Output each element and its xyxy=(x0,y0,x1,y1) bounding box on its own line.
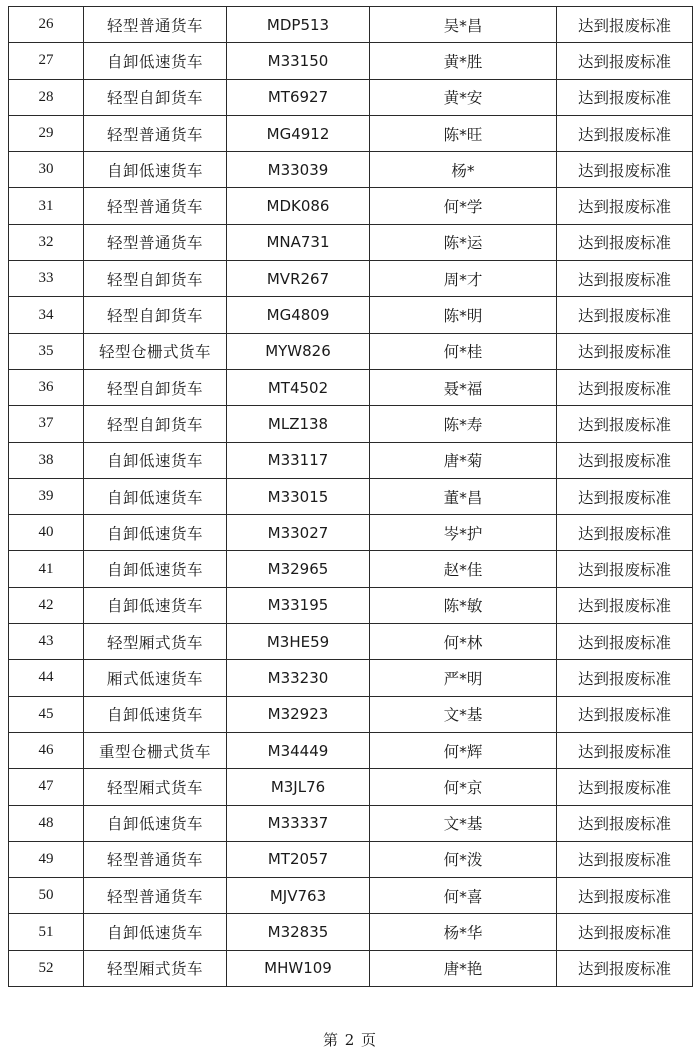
plate-number-cell: MLZ138 xyxy=(227,406,370,442)
vehicle-type-cell: 轻型厢式货车 xyxy=(84,624,227,660)
row-number-cell: 47 xyxy=(9,769,84,805)
vehicle-type-cell: 轻型自卸货车 xyxy=(84,369,227,405)
plate-number-cell: M33150 xyxy=(227,43,370,79)
scrap-status-cell: 达到报废标准 xyxy=(557,333,693,369)
owner-name-cell: 陈*旺 xyxy=(370,115,557,151)
row-number-cell: 36 xyxy=(9,369,84,405)
owner-name-cell: 严*明 xyxy=(370,660,557,696)
owner-name-cell: 杨*华 xyxy=(370,914,557,950)
plate-number-cell: MDK086 xyxy=(227,188,370,224)
plate-number-cell: MNA731 xyxy=(227,224,370,260)
owner-name-cell: 陈*寿 xyxy=(370,406,557,442)
table-row xyxy=(9,43,693,79)
table-body xyxy=(9,7,693,987)
page-number-footer: 第 2 页 xyxy=(322,1031,378,1049)
row-number-cell: 26 xyxy=(9,7,84,43)
table-row xyxy=(9,515,693,551)
plate-number-cell: MT6927 xyxy=(227,79,370,115)
owner-name-cell: 何*喜 xyxy=(370,878,557,914)
row-number-cell: 34 xyxy=(9,297,84,333)
row-number-cell: 49 xyxy=(9,841,84,877)
scrap-status-cell: 达到报废标准 xyxy=(557,152,693,188)
scrap-status-cell: 达到报废标准 xyxy=(557,43,693,79)
plate-number-cell: M32923 xyxy=(227,696,370,732)
scrap-status-cell: 达到报废标准 xyxy=(557,79,693,115)
vehicle-type-cell: 轻型自卸货车 xyxy=(84,261,227,297)
owner-name-cell: 赵*佳 xyxy=(370,551,557,587)
vehicle-type-cell: 轻型普通货车 xyxy=(84,7,227,43)
table-row xyxy=(9,115,693,151)
scrap-status-cell: 达到报废标准 xyxy=(557,732,693,768)
plate-number-cell: M33195 xyxy=(227,587,370,623)
plate-number-cell: M33117 xyxy=(227,442,370,478)
owner-name-cell: 唐*菊 xyxy=(370,442,557,478)
table-row xyxy=(9,587,693,623)
scrap-status-cell: 达到报废标准 xyxy=(557,478,693,514)
vehicle-type-cell: 厢式低速货车 xyxy=(84,660,227,696)
row-number-cell: 30 xyxy=(9,152,84,188)
scrap-status-cell: 达到报废标准 xyxy=(557,369,693,405)
owner-name-cell: 董*昌 xyxy=(370,478,557,514)
owner-name-cell: 聂*福 xyxy=(370,369,557,405)
row-number-cell: 37 xyxy=(9,406,84,442)
table-row xyxy=(9,624,693,660)
plate-number-cell: M32965 xyxy=(227,551,370,587)
table-row xyxy=(9,805,693,841)
scrap-status-cell: 达到报废标准 xyxy=(557,624,693,660)
table-row xyxy=(9,442,693,478)
plate-number-cell: MVR267 xyxy=(227,261,370,297)
table-row xyxy=(9,841,693,877)
owner-name-cell: 黄*胜 xyxy=(370,43,557,79)
vehicle-type-cell: 轻型普通货车 xyxy=(84,188,227,224)
row-number-cell: 35 xyxy=(9,333,84,369)
owner-name-cell: 陈*运 xyxy=(370,224,557,260)
table-row xyxy=(9,369,693,405)
vehicle-type-cell: 轻型厢式货车 xyxy=(84,769,227,805)
owner-name-cell: 吴*昌 xyxy=(370,7,557,43)
owner-name-cell: 唐*艳 xyxy=(370,950,557,986)
row-number-cell: 33 xyxy=(9,261,84,297)
table-row xyxy=(9,732,693,768)
scrap-status-cell: 达到报废标准 xyxy=(557,696,693,732)
scrap-status-cell: 达到报废标准 xyxy=(557,551,693,587)
scrap-status-cell: 达到报废标准 xyxy=(557,261,693,297)
vehicle-type-cell: 自卸低速货车 xyxy=(84,696,227,732)
owner-name-cell: 何*桂 xyxy=(370,333,557,369)
row-number-cell: 43 xyxy=(9,624,84,660)
vehicle-type-cell: 自卸低速货车 xyxy=(84,551,227,587)
plate-number-cell: M33015 xyxy=(227,478,370,514)
row-number-cell: 29 xyxy=(9,115,84,151)
owner-name-cell: 文*基 xyxy=(370,696,557,732)
vehicle-type-cell: 自卸低速货车 xyxy=(84,478,227,514)
vehicle-type-cell: 轻型自卸货车 xyxy=(84,79,227,115)
owner-name-cell: 杨* xyxy=(370,152,557,188)
owner-name-cell: 陈*敏 xyxy=(370,587,557,623)
scrap-status-cell: 达到报废标准 xyxy=(557,950,693,986)
plate-number-cell: MT2057 xyxy=(227,841,370,877)
owner-name-cell: 陈*明 xyxy=(370,297,557,333)
table-row xyxy=(9,878,693,914)
table-row xyxy=(9,769,693,805)
row-number-cell: 41 xyxy=(9,551,84,587)
plate-number-cell: MG4809 xyxy=(227,297,370,333)
table-row xyxy=(9,696,693,732)
vehicle-type-cell: 自卸低速货车 xyxy=(84,914,227,950)
scrap-status-cell: 达到报废标准 xyxy=(557,297,693,333)
vehicle-type-cell: 自卸低速货车 xyxy=(84,442,227,478)
vehicle-type-cell: 自卸低速货车 xyxy=(84,152,227,188)
vehicle-type-cell: 轻型自卸货车 xyxy=(84,406,227,442)
row-number-cell: 40 xyxy=(9,515,84,551)
owner-name-cell: 文*基 xyxy=(370,805,557,841)
row-number-cell: 28 xyxy=(9,79,84,115)
row-number-cell: 46 xyxy=(9,732,84,768)
row-number-cell: 38 xyxy=(9,442,84,478)
plate-number-cell: M33230 xyxy=(227,660,370,696)
vehicle-type-cell: 轻型普通货车 xyxy=(84,841,227,877)
plate-number-cell: MHW109 xyxy=(227,950,370,986)
vehicle-type-cell: 重型仓栅式货车 xyxy=(84,732,227,768)
row-number-cell: 48 xyxy=(9,805,84,841)
scrap-status-cell: 达到报废标准 xyxy=(557,442,693,478)
owner-name-cell: 何*泼 xyxy=(370,841,557,877)
row-number-cell: 32 xyxy=(9,224,84,260)
owner-name-cell: 周*才 xyxy=(370,261,557,297)
table-row xyxy=(9,660,693,696)
table-row xyxy=(9,297,693,333)
vehicle-type-cell: 自卸低速货车 xyxy=(84,805,227,841)
plate-number-cell: MDP513 xyxy=(227,7,370,43)
plate-number-cell: M33039 xyxy=(227,152,370,188)
owner-name-cell: 岑*护 xyxy=(370,515,557,551)
vehicle-type-cell: 轻型普通货车 xyxy=(84,878,227,914)
plate-number-cell: M3HE59 xyxy=(227,624,370,660)
row-number-cell: 52 xyxy=(9,950,84,986)
plate-number-cell: M3JL76 xyxy=(227,769,370,805)
plate-number-cell: M33027 xyxy=(227,515,370,551)
table-row xyxy=(9,224,693,260)
table-row xyxy=(9,551,693,587)
scrap-status-cell: 达到报废标准 xyxy=(557,515,693,551)
owner-name-cell: 黄*安 xyxy=(370,79,557,115)
scrap-status-cell: 达到报废标准 xyxy=(557,224,693,260)
vehicle-type-cell: 轻型自卸货车 xyxy=(84,297,227,333)
vehicle-type-cell: 轻型仓栅式货车 xyxy=(84,333,227,369)
owner-name-cell: 何*林 xyxy=(370,624,557,660)
plate-number-cell: M34449 xyxy=(227,732,370,768)
plate-number-cell: MYW826 xyxy=(227,333,370,369)
row-number-cell: 44 xyxy=(9,660,84,696)
table-row xyxy=(9,152,693,188)
vehicle-type-cell: 轻型普通货车 xyxy=(84,115,227,151)
vehicle-type-cell: 自卸低速货车 xyxy=(84,43,227,79)
table-row xyxy=(9,914,693,950)
scrap-status-cell: 达到报废标准 xyxy=(557,587,693,623)
scrap-status-cell: 达到报废标准 xyxy=(557,769,693,805)
plate-number-cell: M32835 xyxy=(227,914,370,950)
plate-number-cell: MJV763 xyxy=(227,878,370,914)
scrap-status-cell: 达到报废标准 xyxy=(557,878,693,914)
table-row xyxy=(9,406,693,442)
scrap-status-cell: 达到报废标准 xyxy=(557,406,693,442)
scrap-status-cell: 达到报废标准 xyxy=(557,188,693,224)
table-row xyxy=(9,478,693,514)
owner-name-cell: 何*学 xyxy=(370,188,557,224)
vehicle-type-cell: 自卸低速货车 xyxy=(84,515,227,551)
table-row xyxy=(9,79,693,115)
table-row xyxy=(9,950,693,986)
plate-number-cell: M33337 xyxy=(227,805,370,841)
table-row xyxy=(9,261,693,297)
row-number-cell: 31 xyxy=(9,188,84,224)
vehicle-type-cell: 轻型厢式货车 xyxy=(84,950,227,986)
scrap-status-cell: 达到报废标准 xyxy=(557,660,693,696)
scrap-status-cell: 达到报废标准 xyxy=(557,841,693,877)
table-row xyxy=(9,7,693,43)
owner-name-cell: 何*辉 xyxy=(370,732,557,768)
scrap-status-cell: 达到报废标准 xyxy=(557,805,693,841)
scrap-status-cell: 达到报废标准 xyxy=(557,914,693,950)
owner-name-cell: 何*京 xyxy=(370,769,557,805)
row-number-cell: 42 xyxy=(9,587,84,623)
vehicle-type-cell: 轻型普通货车 xyxy=(84,224,227,260)
vehicle-type-cell: 自卸低速货车 xyxy=(84,587,227,623)
row-number-cell: 45 xyxy=(9,696,84,732)
scrap-status-cell: 达到报废标准 xyxy=(557,7,693,43)
row-number-cell: 27 xyxy=(9,43,84,79)
row-number-cell: 51 xyxy=(9,914,84,950)
table-row xyxy=(9,188,693,224)
scrap-status-cell: 达到报废标准 xyxy=(557,115,693,151)
plate-number-cell: MG4912 xyxy=(227,115,370,151)
plate-number-cell: MT4502 xyxy=(227,369,370,405)
row-number-cell: 39 xyxy=(9,478,84,514)
row-number-cell: 50 xyxy=(9,878,84,914)
table-row xyxy=(9,333,693,369)
vehicle-scrap-table xyxy=(8,6,693,987)
